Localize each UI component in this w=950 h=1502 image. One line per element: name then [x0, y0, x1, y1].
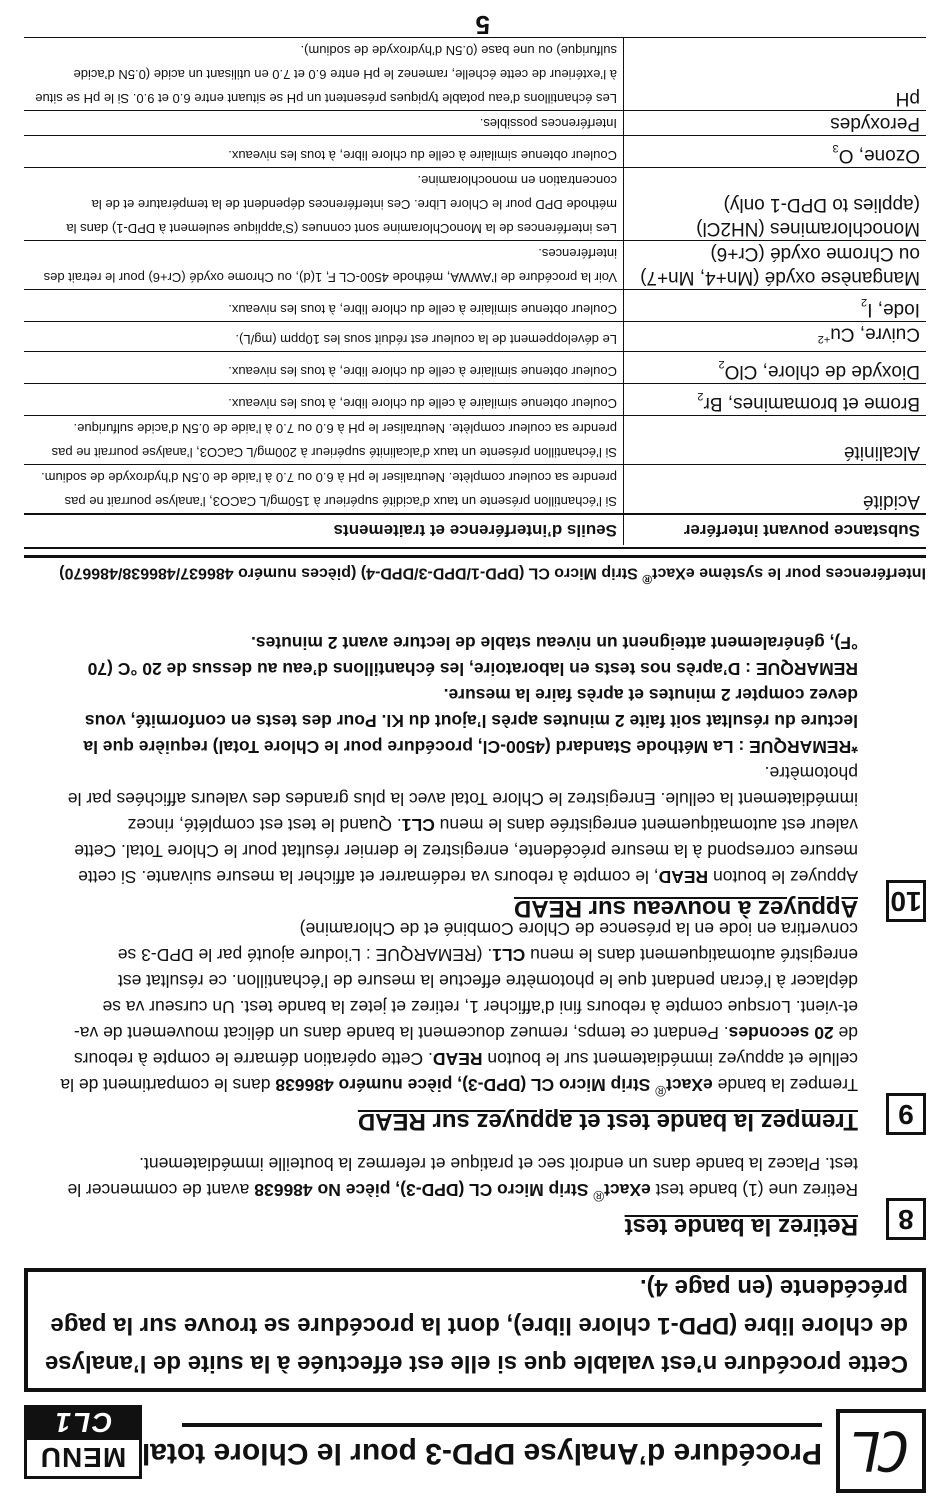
step-body: [58, 630, 858, 890]
substance-cell: [624, 384, 927, 416]
product-part: Strip Micro CL (DPD-3), pièce numéro 486638: [275, 1075, 656, 1096]
divider: [24, 547, 926, 549]
substance-cell: Manganèse oxydé (Mn+4, Mn+7) ou Chrome oxydé (Cr+6): [624, 241, 927, 290]
table-row: [24, 136, 926, 168]
table-row: [24, 322, 926, 352]
text: Appuyez le bouton: [708, 867, 858, 887]
substance-cell: pH: [624, 38, 927, 111]
text: Trempez la bande: [712, 1075, 858, 1096]
table-header-row: [24, 514, 926, 545]
text: avant de commencer le test. Placez la bande dans un endroit sec et pratique et refermez la bouteille immédiatement.: [67, 1154, 858, 1201]
treatment-cell: Couleur obtenue similaire à celle du chlore libre, à tous les niveaux.: [24, 352, 624, 384]
lcd-display-text: CL: [852, 1419, 910, 1483]
column-header: Substance pouvant interférer: [624, 514, 927, 545]
treatment-cell: Les échantillons d’eau potable typiques présentent un pH se situant entre 6.0 et 9.0. Si le pH se situe à l’extérieur de cette échelle, ramenez le pH entre 6.0 et 7.0 en utilisant un acide (0.5N d’acide sulfurique) ou une base (0.5N d’hydroxyde de sodium).: [24, 38, 624, 111]
read-keyword: READ: [432, 1049, 483, 1070]
step-body: [58, 916, 858, 1103]
substance-name: Cuivre, Cu: [830, 324, 920, 346]
step-paragraph: [58, 760, 858, 890]
table-title: [59, 564, 926, 587]
substance-cell: Alcalinité: [624, 416, 927, 465]
duration: 20 secondes: [728, 1023, 834, 1044]
step-body: [58, 1151, 858, 1208]
step-number: 8: [886, 1198, 926, 1240]
treatment-cell: Couleur obtenue similaire à celle du chlore libre, à tous les niveaux.: [24, 136, 624, 168]
column-header: Seuils d’interférence et traitements: [24, 514, 624, 545]
step-number: 10: [886, 880, 926, 922]
substance-name: Brome et bromamines, Br: [703, 393, 920, 414]
page-number: 5: [475, 10, 490, 40]
substance-cell: Acidité: [624, 465, 927, 515]
table-row: [24, 384, 926, 416]
substance-cell: Monochloramines (NH2Cl) (applies to DPD-1 only): [624, 168, 927, 241]
substance-name: Iode, I: [867, 299, 920, 321]
superscript: +2: [817, 333, 831, 346]
text: . (REMARQUE : L’iodure ajouté par le DPD-3 se convertira en iode en la présence de Chlore Combiné et de Chloramine): [117, 919, 858, 966]
page-header: [24, 1401, 926, 1493]
note-standard-method: *REMARQUE : La Méthode Standard (4500-Cl, procédure pour le Chlore Total) requière que la lecture du résultat soit faite 2 minutes après l’ajout du KI. Pour des tests en conformité, vous devez compter 2 minutes et après faire la mesure.: [83, 685, 858, 757]
notice-box: Cette procédure n’est valable que si elle est effectuée à la suite de l’analyse de chlore libre (DPD-1 chlore libre), dont la procédure se trouve sur la page précédente (en page 4).: [24, 1268, 926, 1392]
substance-cell: [624, 352, 927, 384]
menu-label: MENU: [24, 1437, 142, 1479]
table-row: [24, 111, 926, 136]
subscript: 2: [861, 296, 868, 309]
table-row: [24, 290, 926, 322]
subscript: 2: [718, 358, 725, 371]
page-title: Procédure d’Analyse DPD-3 pour le Chlore total: [182, 1423, 822, 1479]
treatment-cell: Les interférences de la MonoChloramine sont connues (S’applique seulement à DPD-1) dans la méthode DPD pour le Chlore Libre. Ces interférences dépendent de la température et de la concentration en monochloramine.: [24, 168, 624, 241]
menu-keyword: CL1: [401, 815, 435, 835]
table-row: [24, 38, 926, 111]
substance-cell: Peroxydes: [624, 111, 927, 136]
product-name: eXact: [604, 1180, 651, 1201]
product-part: Strip Micro CL (DPD-3), pièce No 486638: [254, 1180, 594, 1201]
treatment-cell: Couleur obtenue similaire à celle du chlore libre, à tous les niveaux.: [24, 384, 624, 416]
step-number: 9: [886, 1093, 926, 1135]
read-keyword: READ: [658, 867, 709, 887]
lcd-display-icon: [836, 1409, 926, 1493]
text: . Quand le test est complété, rincez immédiatement la cellule. Enregistrez le Chlore Total avec la plus grandes des valeurs affichées par le photomètre.: [67, 763, 858, 835]
treatment-cell: Le développement de la couleur est réduit sous les 10ppm (mg/L).: [24, 322, 624, 352]
product-name: eXact: [666, 1075, 713, 1096]
substance-cell: [624, 290, 927, 322]
text: , le compte à rebours va redémarrer et afficher la mesure suivante. Si cette mesure correspond à la mesure précédente, enregistrez le dernier résultat pour le Chlore Total. Cette valeur est automatiquement enregistrée dans le menu: [74, 815, 858, 887]
registered-mark: ®: [642, 572, 653, 587]
interference-table: [24, 37, 926, 545]
text: dans le compartiment de la cellule et appuyez immédiatement sur le bouton: [60, 1049, 858, 1096]
divider: [24, 555, 926, 558]
substance-name: Ozone, O: [838, 145, 920, 167]
note-lab-tests: REMARQUE : D’après nos tests en laboratoire, les échantillons d’eau au dessus de 20 °C (70 °F), généralement atteignent un niveau stable de lecture avant 2 minutes.: [87, 633, 858, 679]
table-title-text: Strip Micro CL (DPD-1/DPD-3/DPD-4) (pièces numéro 486637/486638/486670): [59, 564, 643, 582]
menu-badge: [24, 1405, 142, 1479]
table-title-text: Interférences pour le système eXact: [652, 564, 926, 582]
step-title: Retirez la bande test: [624, 1213, 858, 1240]
treatment-cell: Couleur obtenue similaire à celle du chlore libre, à tous les niveaux.: [24, 290, 624, 322]
step-title: Trempez la bande test et appuyez sur READ: [357, 1108, 858, 1135]
table-row: [24, 168, 926, 241]
table-row: [24, 416, 926, 465]
step-title: Appuyez à nouveau sur READ: [513, 895, 858, 922]
subscript: 2: [697, 390, 704, 403]
text: Retirez une (1) bande test: [650, 1180, 858, 1201]
treatment-cell: Si l’échantillon présente un taux d’acidité supérieur à 150mg/L CaCO3, l’analyse pourrait ne pas prendre sa couleur complète. Neutraliser le pH à 6.0 ou 7.0 à l’aide de 0.5N d’hydroxyde de sodium.: [24, 465, 624, 515]
treatment-cell: Voir la procédure de l’AWWA, méthode 4500-CL F, 1(d), ou Chrome oxydé (Cr+6) pour le retrait des interférences.: [24, 241, 624, 290]
menu-code: CL1: [24, 1405, 142, 1439]
registered-mark: ®: [593, 1187, 605, 1203]
table-row: [24, 352, 926, 384]
substance-name: Dioxyde de chlore, ClO: [724, 361, 920, 383]
subscript: 3: [832, 142, 839, 155]
menu-keyword: CL1: [492, 945, 526, 966]
table-row: [24, 241, 926, 290]
text: . Pendant ce temps, remuez doucement la bande dans un délicat mouvement de va-et-vient. Lorsque compte à rebours fini d’afficher 1, retirez et jetez la bande test. Un curseur va se déplacer à l’écran pendant que le photomètre effectue la mesure de l’échantillon. ce résultat est enregistré automatiquement dans le menu: [73, 945, 858, 1044]
substance-cell: [624, 322, 927, 352]
table-row: [24, 465, 926, 515]
text: . Cette opération démarre le compte à rebours de: [73, 1023, 858, 1070]
registered-mark: ®: [655, 1082, 667, 1098]
treatment-cell: Si l’échantillon présente un taux d’alcalinité supérieur à 200mg/L CaCO3, l’analyse pourrait ne pas prendre sa couleur complète. Neutraliser le pH à 6.0 ou 7.0 à l’aide de 0.5N d’acide sulfurique.: [24, 416, 624, 465]
treatment-cell: Interférences possibles.: [24, 111, 624, 136]
substance-cell: [624, 136, 927, 168]
